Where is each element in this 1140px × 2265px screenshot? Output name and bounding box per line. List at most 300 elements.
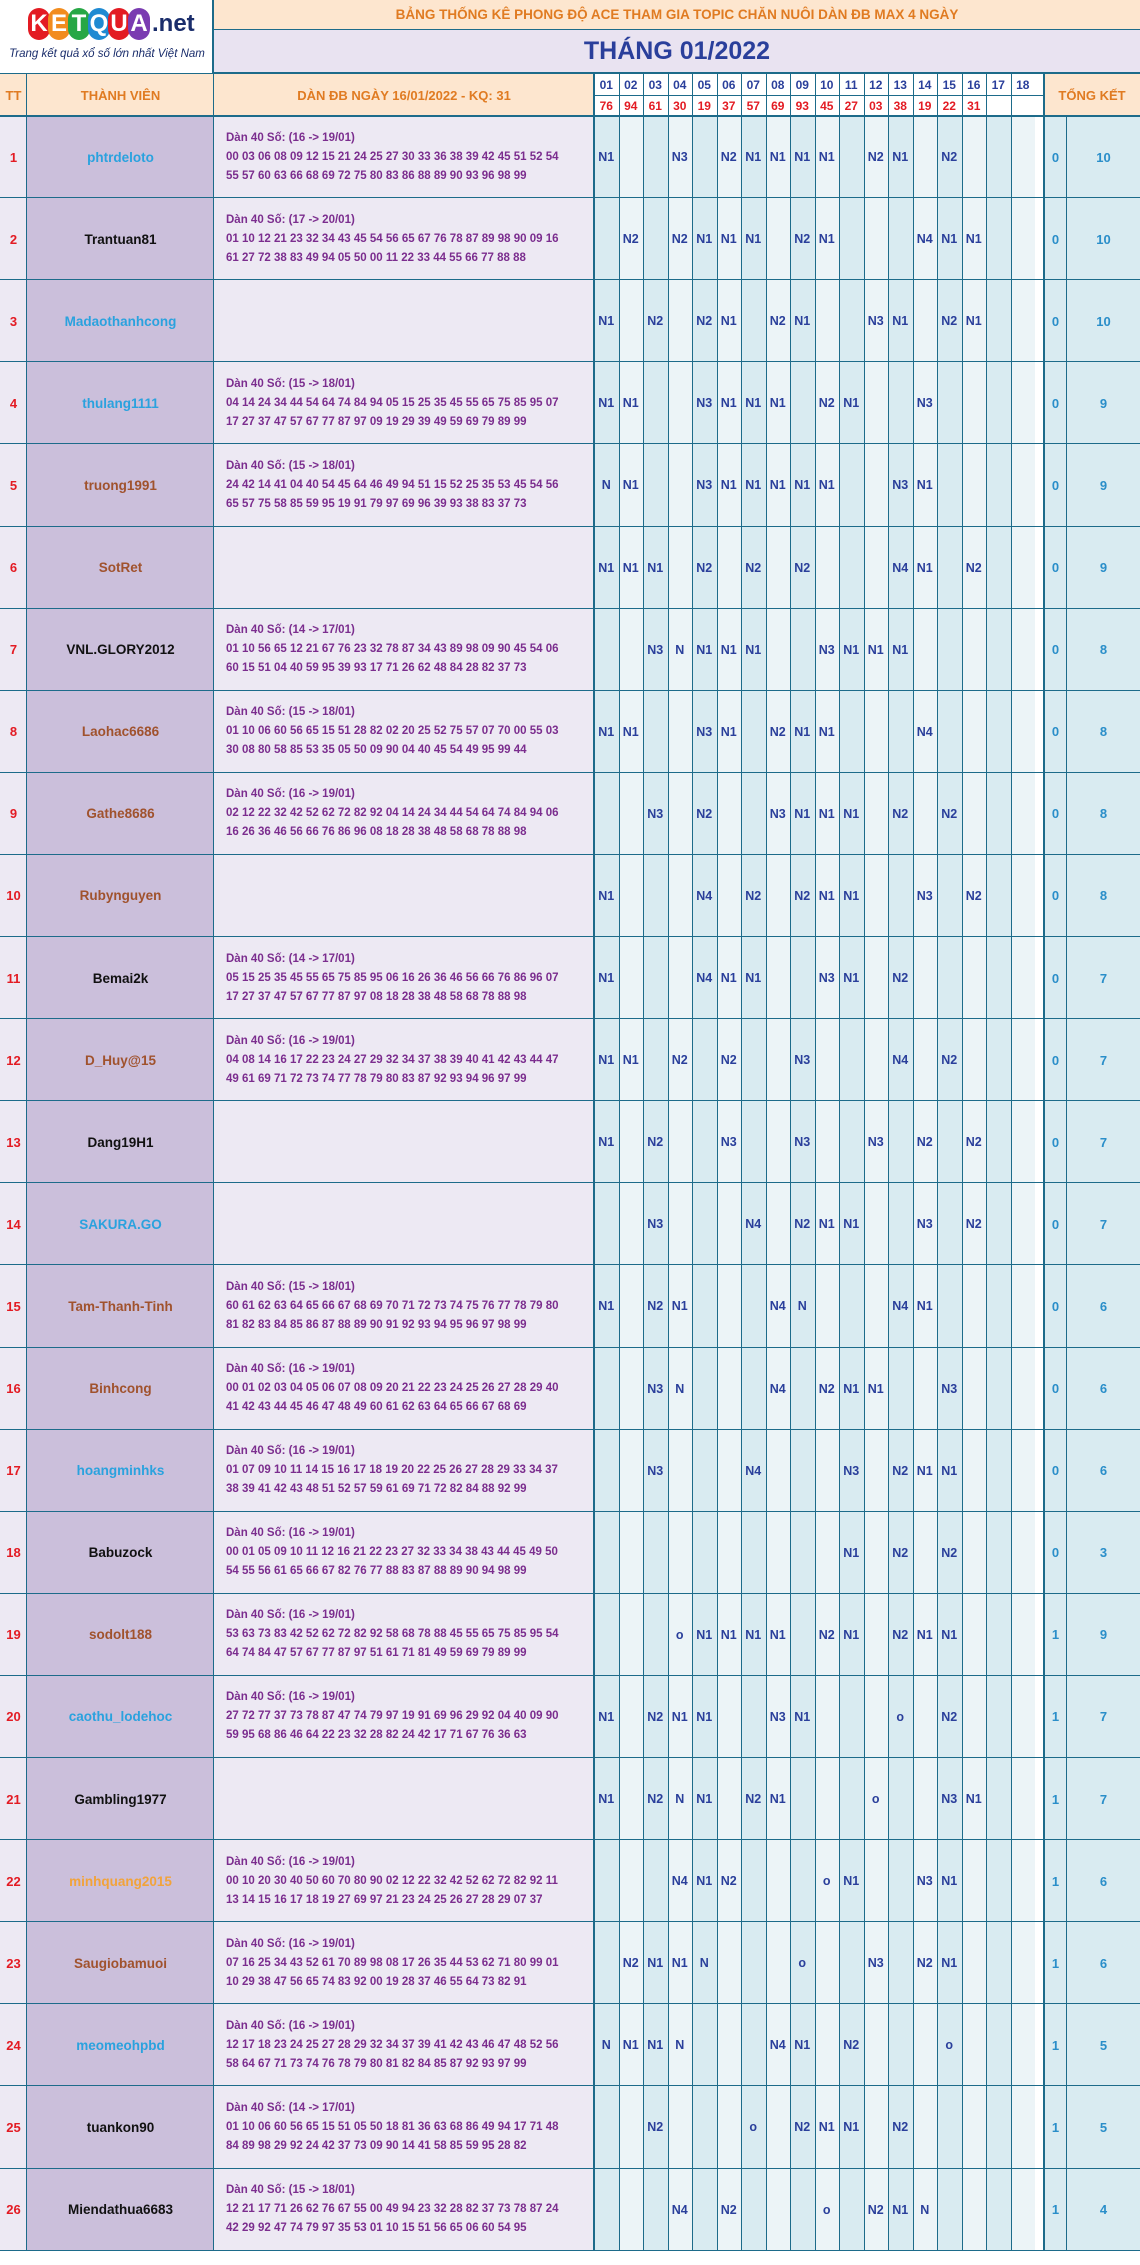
day-cell bbox=[741, 1019, 766, 1101]
day-cell: N1 bbox=[594, 1019, 619, 1101]
logo-wordmark bbox=[28, 8, 195, 40]
day-cell: N2 bbox=[815, 362, 840, 444]
day-cell bbox=[986, 1594, 1011, 1676]
day-cell: N2 bbox=[643, 1265, 668, 1347]
member-name[interactable]: meomeohpbd bbox=[27, 2004, 214, 2086]
member-name[interactable]: Babuzock bbox=[27, 1512, 214, 1594]
member-name[interactable]: truong1991 bbox=[27, 444, 214, 526]
day-cell: N1 bbox=[741, 444, 766, 526]
row-divider bbox=[0, 690, 1140, 691]
summary-fail-count: 0 bbox=[1044, 1265, 1067, 1347]
header-day-result bbox=[1011, 95, 1036, 116]
day-cell bbox=[1011, 1019, 1036, 1101]
day-cell: N2 bbox=[937, 1676, 962, 1758]
row-number: 3 bbox=[0, 280, 27, 362]
day-cell bbox=[619, 1101, 644, 1183]
member-name[interactable]: Madaothanhcong bbox=[27, 280, 214, 362]
day-cell bbox=[864, 527, 889, 609]
dan-line: 00 01 05 09 10 11 12 16 21 22 23 27 32 33 34 38 43 44 45 49 50 bbox=[226, 1546, 558, 1559]
summary-fail-count: 0 bbox=[1044, 1101, 1067, 1183]
member-name[interactable]: Saugiobamuoi bbox=[27, 1922, 214, 2004]
day-cell: N3 bbox=[913, 855, 938, 937]
day-cell: N1 bbox=[839, 773, 864, 855]
summary-fail-count: 0 bbox=[1044, 855, 1067, 937]
day-cell: N1 bbox=[962, 280, 987, 362]
day-cell bbox=[864, 1183, 889, 1265]
day-cell: N4 bbox=[692, 937, 717, 1019]
dan-text bbox=[226, 1360, 559, 1417]
day-cell bbox=[643, 116, 668, 198]
member-name[interactable]: Gambling1977 bbox=[27, 1758, 214, 1840]
header-day-number: 04 bbox=[668, 74, 693, 95]
summary-hit-count: 5 bbox=[1067, 2004, 1140, 2086]
member-name[interactable]: minhquang2015 bbox=[27, 1840, 214, 1922]
day-cell: N1 bbox=[619, 362, 644, 444]
member-name[interactable]: sodolt188 bbox=[27, 1594, 214, 1676]
day-cell bbox=[692, 2169, 717, 2251]
day-cell bbox=[986, 362, 1011, 444]
day-cell: o bbox=[815, 2169, 840, 2251]
day-cell bbox=[1011, 2169, 1036, 2251]
summary-fail-count: 1 bbox=[1044, 1594, 1067, 1676]
header-day-number: 02 bbox=[619, 74, 644, 95]
day-cell bbox=[741, 1676, 766, 1758]
dan-line: 65 57 75 58 85 59 95 19 91 79 97 69 96 39 93 38 83 37 73 bbox=[226, 497, 527, 510]
dan-numbers bbox=[214, 1758, 594, 1840]
summary-hit-count: 6 bbox=[1067, 1348, 1140, 1430]
summary-fail-count: 0 bbox=[1044, 116, 1067, 198]
header-day-result: 19 bbox=[913, 95, 938, 116]
dan-text bbox=[226, 950, 559, 1007]
member-name[interactable]: thulang1111 bbox=[27, 362, 214, 444]
row-divider bbox=[0, 2250, 1140, 2251]
day-cell bbox=[962, 2086, 987, 2168]
day-cell: N4 bbox=[741, 1183, 766, 1265]
day-cell bbox=[643, 937, 668, 1019]
member-row bbox=[0, 855, 1140, 937]
day-cell bbox=[962, 1430, 987, 1512]
day-cell bbox=[888, 198, 913, 280]
day-cell bbox=[937, 691, 962, 773]
day-cell bbox=[888, 1183, 913, 1265]
member-name[interactable]: Laohac6686 bbox=[27, 691, 214, 773]
header-day-result bbox=[986, 95, 1011, 116]
day-cell: N2 bbox=[741, 1758, 766, 1840]
day-cell bbox=[937, 1183, 962, 1265]
dan-line: 64 74 84 47 57 67 77 87 97 51 61 71 81 49 59 69 79 89 99 bbox=[226, 1647, 527, 1660]
day-cell: N3 bbox=[913, 362, 938, 444]
day-cell bbox=[864, 1512, 889, 1594]
day-cell: N3 bbox=[864, 1101, 889, 1183]
member-row bbox=[0, 444, 1140, 526]
member-name[interactable]: phtrdeloto bbox=[27, 116, 214, 198]
summary-hit-count: 6 bbox=[1067, 1265, 1140, 1347]
header-summary: TỔNG KẾT bbox=[1044, 74, 1140, 116]
day-cell: N1 bbox=[937, 1430, 962, 1512]
day-cell: N3 bbox=[864, 1922, 889, 2004]
member-name[interactable]: Dang19H1 bbox=[27, 1101, 214, 1183]
day-cell: N1 bbox=[766, 116, 791, 198]
day-cell bbox=[643, 855, 668, 937]
day-cell bbox=[741, 1922, 766, 2004]
day-cell: o bbox=[790, 1922, 815, 2004]
day-cell: N2 bbox=[741, 527, 766, 609]
day-cell: N2 bbox=[692, 773, 717, 855]
day-cell bbox=[986, 1348, 1011, 1430]
day-cell bbox=[839, 1922, 864, 2004]
day-cell bbox=[790, 2169, 815, 2251]
day-cell bbox=[913, 116, 938, 198]
day-cell: N2 bbox=[962, 1101, 987, 1183]
member-name[interactable]: Trantuan81 bbox=[27, 198, 214, 280]
summary-fail-count: 1 bbox=[1044, 2169, 1067, 2251]
day-cell bbox=[864, 198, 889, 280]
logo-letter: U bbox=[108, 8, 130, 40]
member-row bbox=[0, 2004, 1140, 2086]
dan-numbers bbox=[214, 855, 594, 937]
dan-text bbox=[226, 1032, 559, 1089]
day-cell bbox=[1011, 1430, 1036, 1512]
header-day-result: 30 bbox=[668, 95, 693, 116]
day-divider bbox=[643, 74, 644, 2251]
day-cell bbox=[668, 2086, 693, 2168]
row-divider bbox=[0, 1757, 1140, 1758]
day-cell: N1 bbox=[937, 198, 962, 280]
day-cell: N1 bbox=[594, 1676, 619, 1758]
day-cell: N1 bbox=[839, 2086, 864, 2168]
row-number: 10 bbox=[0, 855, 27, 937]
member-name[interactable]: hoangminhks bbox=[27, 1430, 214, 1512]
day-cell bbox=[913, 2004, 938, 2086]
day-cell: N2 bbox=[790, 2086, 815, 2168]
day-cell bbox=[766, 2086, 791, 2168]
day-cell bbox=[766, 1430, 791, 1512]
day-cell: N2 bbox=[888, 773, 913, 855]
summary-fail-count: 0 bbox=[1044, 527, 1067, 609]
day-cell bbox=[790, 1512, 815, 1594]
dan-text bbox=[226, 2181, 559, 2238]
day-cell bbox=[668, 937, 693, 1019]
day-cell: N2 bbox=[692, 280, 717, 362]
header-day-number: 06 bbox=[717, 74, 742, 95]
day-cell: N1 bbox=[766, 1758, 791, 1840]
day-cell bbox=[619, 1183, 644, 1265]
member-name[interactable]: D_Huy@15 bbox=[27, 1019, 214, 1101]
day-cell bbox=[1011, 527, 1036, 609]
day-cell: N2 bbox=[766, 691, 791, 773]
day-cell bbox=[815, 280, 840, 362]
day-cell bbox=[594, 1348, 619, 1430]
header-day-number: 08 bbox=[766, 74, 791, 95]
day-cell bbox=[937, 2086, 962, 2168]
summary-fail-count: 0 bbox=[1044, 198, 1067, 280]
dan-line: Dàn 40 Số: (16 -> 19/01) bbox=[226, 1034, 355, 1047]
dan-line: 12 17 18 23 24 25 27 28 29 32 34 37 39 41 42 43 46 47 48 52 56 bbox=[226, 2038, 559, 2051]
day-cell: N3 bbox=[790, 1101, 815, 1183]
day-cell: N3 bbox=[692, 444, 717, 526]
day-cell: N1 bbox=[717, 198, 742, 280]
dan-numbers bbox=[214, 280, 594, 362]
site-logo[interactable] bbox=[0, 0, 214, 74]
dan-text bbox=[226, 1853, 558, 1910]
day-divider bbox=[668, 74, 669, 2251]
day-cell: N1 bbox=[717, 691, 742, 773]
day-cell bbox=[986, 1265, 1011, 1347]
day-cell bbox=[864, 362, 889, 444]
day-cell: N bbox=[668, 1348, 693, 1430]
day-cell: N4 bbox=[888, 527, 913, 609]
day-cell bbox=[790, 1594, 815, 1676]
day-cell: N bbox=[594, 2004, 619, 2086]
day-cell: N3 bbox=[864, 280, 889, 362]
day-cell: N1 bbox=[741, 198, 766, 280]
day-cell bbox=[619, 609, 644, 691]
member-row bbox=[0, 609, 1140, 691]
day-cell bbox=[619, 1676, 644, 1758]
day-cell bbox=[962, 1922, 987, 2004]
summary-fail-count: 0 bbox=[1044, 280, 1067, 362]
day-cell bbox=[962, 1594, 987, 1676]
row-divider bbox=[0, 936, 1140, 937]
day-cell: o bbox=[937, 2004, 962, 2086]
dan-numbers bbox=[214, 773, 594, 855]
day-cell: N1 bbox=[962, 1758, 987, 1840]
day-cell: N2 bbox=[888, 1594, 913, 1676]
day-cell bbox=[864, 1594, 889, 1676]
dan-line: 13 14 15 16 17 18 19 27 69 97 21 23 24 25 26 27 28 29 07 37 bbox=[226, 1893, 543, 1906]
dan-text bbox=[226, 1442, 558, 1499]
column-divider bbox=[593, 74, 595, 2251]
day-cell: N bbox=[692, 1922, 717, 2004]
day-cell bbox=[815, 1922, 840, 2004]
dan-text bbox=[226, 1688, 559, 1745]
day-cell: N bbox=[668, 609, 693, 691]
day-cell bbox=[594, 609, 619, 691]
dan-text bbox=[226, 2099, 559, 2156]
day-cell bbox=[937, 855, 962, 937]
row-number: 4 bbox=[0, 362, 27, 444]
day-cell bbox=[986, 444, 1011, 526]
day-cell: N1 bbox=[692, 1758, 717, 1840]
day-cell bbox=[741, 1512, 766, 1594]
day-cell: N1 bbox=[815, 444, 840, 526]
column-divider bbox=[1043, 74, 1045, 2251]
day-cell bbox=[815, 2004, 840, 2086]
row-divider bbox=[0, 1511, 1140, 1512]
day-cell bbox=[643, 362, 668, 444]
day-cell: N3 bbox=[839, 1430, 864, 1512]
day-cell bbox=[1011, 609, 1036, 691]
day-cell bbox=[619, 1348, 644, 1430]
dan-numbers bbox=[214, 1594, 594, 1676]
member-name[interactable]: SotRet bbox=[27, 527, 214, 609]
day-cell bbox=[790, 937, 815, 1019]
day-cell bbox=[766, 1101, 791, 1183]
day-cell: N1 bbox=[864, 1348, 889, 1430]
member-name[interactable]: Rubynguyen bbox=[27, 855, 214, 937]
row-number: 7 bbox=[0, 609, 27, 691]
day-cell bbox=[913, 1758, 938, 1840]
day-cell bbox=[864, 855, 889, 937]
dan-line: 17 27 37 47 57 67 77 87 97 08 18 28 38 48 58 68 78 88 98 bbox=[226, 990, 527, 1003]
member-row bbox=[0, 1758, 1140, 1840]
day-divider bbox=[790, 74, 791, 2251]
member-row bbox=[0, 2169, 1140, 2251]
day-cell: N bbox=[790, 1265, 815, 1347]
row-divider bbox=[0, 1347, 1140, 1348]
dan-text bbox=[226, 129, 559, 186]
row-divider bbox=[0, 197, 1140, 198]
day-cell bbox=[1011, 198, 1036, 280]
day-cell bbox=[619, 1840, 644, 1922]
summary-hit-count: 6 bbox=[1067, 1430, 1140, 1512]
dan-line: Dàn 40 Số: (16 -> 19/01) bbox=[226, 1855, 355, 1868]
day-divider bbox=[692, 74, 693, 2251]
day-cell: N2 bbox=[962, 527, 987, 609]
day-cell: N bbox=[668, 2004, 693, 2086]
dan-line: 10 29 38 47 56 65 74 83 92 00 19 28 37 46 55 64 73 82 91 bbox=[226, 1975, 527, 1988]
day-cell: N1 bbox=[594, 937, 619, 1019]
day-cell bbox=[986, 691, 1011, 773]
day-cell: N1 bbox=[937, 1594, 962, 1676]
day-cell bbox=[864, 2086, 889, 2168]
summary-hit-count: 7 bbox=[1067, 1183, 1140, 1265]
row-divider bbox=[0, 1921, 1140, 1922]
day-cell: N1 bbox=[717, 362, 742, 444]
day-cell bbox=[594, 1183, 619, 1265]
day-cell bbox=[913, 773, 938, 855]
day-cell: N2 bbox=[888, 937, 913, 1019]
dan-numbers bbox=[214, 1348, 594, 1430]
day-cell: N3 bbox=[643, 1430, 668, 1512]
summary-fail-count: 0 bbox=[1044, 609, 1067, 691]
logo-letter: K bbox=[28, 8, 50, 40]
day-cell: N1 bbox=[962, 198, 987, 280]
day-cell bbox=[888, 362, 913, 444]
day-cell: N1 bbox=[913, 527, 938, 609]
row-divider bbox=[0, 1264, 1140, 1265]
dan-line: Dàn 40 Số: (16 -> 19/01) bbox=[226, 1527, 355, 1540]
member-name[interactable]: SAKURA.GO bbox=[27, 1183, 214, 1265]
day-cell bbox=[864, 444, 889, 526]
day-cell bbox=[717, 1512, 742, 1594]
day-cell: N2 bbox=[937, 1019, 962, 1101]
day-cell bbox=[986, 1758, 1011, 1840]
summary-hit-count: 10 bbox=[1067, 280, 1140, 362]
dan-numbers bbox=[214, 691, 594, 773]
dan-line: Dàn 40 Số: (15 -> 18/01) bbox=[226, 2184, 355, 2196]
day-cell bbox=[839, 444, 864, 526]
member-name[interactable]: tuankon90 bbox=[27, 2086, 214, 2168]
day-cell bbox=[717, 527, 742, 609]
day-cell: N2 bbox=[937, 116, 962, 198]
dan-line: 27 72 77 37 73 78 87 47 74 79 97 19 91 69 96 29 92 04 40 09 90 bbox=[226, 1710, 559, 1723]
dan-line: 01 10 06 60 56 65 15 51 28 82 02 20 25 52 75 57 07 70 00 55 03 bbox=[226, 725, 559, 738]
day-cell: N2 bbox=[668, 1019, 693, 1101]
dan-line: 04 14 24 34 44 54 64 74 84 94 05 15 25 35 45 55 65 75 85 95 07 bbox=[226, 396, 559, 409]
row-divider bbox=[0, 608, 1140, 609]
day-cell: N2 bbox=[643, 1676, 668, 1758]
day-cell bbox=[815, 1101, 840, 1183]
day-cell bbox=[815, 1676, 840, 1758]
day-cell bbox=[913, 609, 938, 691]
day-cell: N1 bbox=[741, 1594, 766, 1676]
day-divider bbox=[741, 74, 742, 2251]
header-day-number: 12 bbox=[864, 74, 889, 95]
day-cell: N1 bbox=[839, 855, 864, 937]
row-number: 5 bbox=[0, 444, 27, 526]
member-name[interactable]: Binhcong bbox=[27, 1348, 214, 1430]
day-cell bbox=[692, 1512, 717, 1594]
summary-hit-count: 9 bbox=[1067, 1594, 1140, 1676]
header-day-number: 07 bbox=[741, 74, 766, 95]
member-name[interactable]: Miendathua6683 bbox=[27, 2169, 214, 2251]
summary-hit-count: 7 bbox=[1067, 1019, 1140, 1101]
day-cell bbox=[766, 1183, 791, 1265]
day-cell bbox=[888, 1840, 913, 1922]
summary-hit-count: 8 bbox=[1067, 609, 1140, 691]
day-cell bbox=[815, 1758, 840, 1840]
day-cell bbox=[986, 609, 1011, 691]
dan-numbers bbox=[214, 2086, 594, 2168]
member-name[interactable]: Tam-Thanh-Tinh bbox=[27, 1265, 214, 1347]
row-number: 11 bbox=[0, 937, 27, 1019]
dan-line: 00 10 20 30 40 50 60 70 80 90 02 12 22 32 42 52 62 72 82 92 11 bbox=[226, 1874, 558, 1887]
day-cell bbox=[717, 2086, 742, 2168]
summary-fail-count: 1 bbox=[1044, 1840, 1067, 1922]
row-number: 19 bbox=[0, 1594, 27, 1676]
dan-numbers bbox=[214, 527, 594, 609]
day-divider bbox=[962, 74, 963, 2251]
dan-line: Dàn 40 Số: (14 -> 17/01) bbox=[226, 624, 355, 637]
header-day-result: 03 bbox=[864, 95, 889, 116]
day-cell: N1 bbox=[888, 2169, 913, 2251]
dan-numbers bbox=[214, 198, 594, 280]
day-cell bbox=[643, 1594, 668, 1676]
day-cell bbox=[692, 2086, 717, 2168]
dan-line: 55 57 60 63 66 68 69 72 75 80 83 86 88 89 90 93 96 98 99 bbox=[226, 169, 527, 182]
day-cell bbox=[692, 1183, 717, 1265]
day-cell: N1 bbox=[717, 609, 742, 691]
day-cell: N3 bbox=[766, 1676, 791, 1758]
day-cell bbox=[692, 1348, 717, 1430]
member-row bbox=[0, 2086, 1140, 2168]
day-divider bbox=[937, 74, 938, 2251]
column-divider bbox=[1066, 116, 1067, 2251]
day-cell bbox=[913, 1348, 938, 1430]
member-name[interactable]: Bemai2k bbox=[27, 937, 214, 1019]
day-cell: N4 bbox=[741, 1430, 766, 1512]
dan-line: 53 63 73 83 42 52 62 72 82 92 58 68 78 88 45 55 65 75 85 95 54 bbox=[226, 1628, 559, 1641]
summary-hit-count: 7 bbox=[1067, 1676, 1140, 1758]
day-cell bbox=[962, 1265, 987, 1347]
member-name[interactable]: Gathe8686 bbox=[27, 773, 214, 855]
row-number: 6 bbox=[0, 527, 27, 609]
day-cell bbox=[864, 773, 889, 855]
day-cell: N1 bbox=[913, 1265, 938, 1347]
dan-line: 00 03 06 08 09 12 15 21 24 25 27 30 33 36 38 39 42 45 51 52 54 bbox=[226, 150, 559, 163]
day-cell: N3 bbox=[692, 362, 717, 444]
day-cell: N1 bbox=[619, 1019, 644, 1101]
day-cell bbox=[717, 855, 742, 937]
header-day-number: 15 bbox=[937, 74, 962, 95]
day-cell bbox=[937, 527, 962, 609]
member-name[interactable]: caothu_lodehoc bbox=[27, 1676, 214, 1758]
day-cell bbox=[986, 1676, 1011, 1758]
day-cell bbox=[962, 1348, 987, 1430]
member-name[interactable]: VNL.GLORY2012 bbox=[27, 609, 214, 691]
dan-line: 24 42 14 41 04 40 54 45 64 46 49 94 51 15 52 25 35 53 45 54 56 bbox=[226, 478, 559, 491]
